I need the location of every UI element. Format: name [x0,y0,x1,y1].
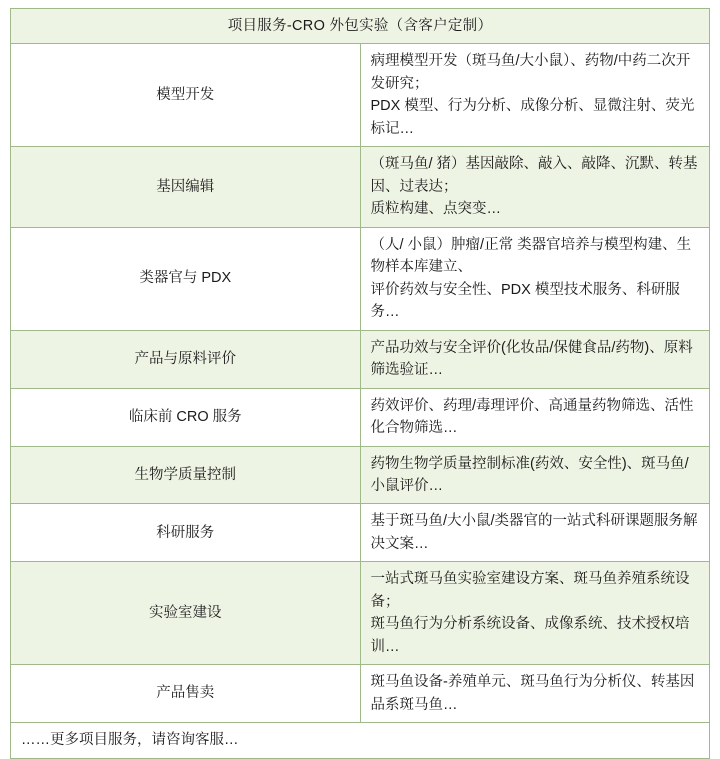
table-row [11,44,710,147]
row-category: 类器官与 PDX [11,227,361,330]
row-description [360,446,710,504]
row-description [360,388,710,446]
row-description-line: 一站式斑马鱼实验室建设方案、斑马鱼养殖系统设备； [370,571,690,610]
row-category: 临床前 CRO 服务 [11,388,361,446]
row-category: 科研服务 [11,504,361,562]
row-description-line: PDX 模型、行为分析、成像分析、显微注射、荧光标记… [370,98,695,137]
row-description-line: （人/ 小鼠）肿瘤/正常 类器官培养与模型构建、生物样本库建立、 [370,236,692,276]
row-description-line: 基于斑马鱼/大小鼠/类器官的一站式科研课题服务解决文案… [370,513,698,552]
footer-note: ……更多项目服务，请咨询客服… [11,723,710,758]
table-title-row [11,9,710,44]
row-description [360,147,710,227]
row-description-line: 病理模型开发（斑马鱼/大小鼠）、药物/中药二次开发研究； [370,53,691,92]
row-description-line: 药物生物学质量控制标准(药效、安全性)、斑马鱼/小鼠评价… [370,455,689,494]
row-category: 模型开发 [11,44,361,147]
row-category: 实验室建设 [11,562,361,665]
row-description-line: 斑马鱼设备-养殖单元、斑马鱼行为分析仪、转基因品系斑马鱼… [370,674,695,713]
row-description-line: 药效评价、药理/毒理评价、高通量药物筛选、活性化合物筛选… [370,397,694,437]
row-category: 生物学质量控制 [11,446,361,504]
row-category: 产品售卖 [11,665,361,723]
row-description-line: （斑马鱼/ 猪）基因敲除、敲入、敲降、沉默、转基因、过表达； [370,156,698,195]
service-table-body [11,9,710,759]
row-description-line: 质粒构建、点突变… [370,201,501,218]
table-row [11,504,710,562]
row-description [360,562,710,665]
row-description-line: 评价药效与安全性、PDX 模型技术服务、科研服务… [370,281,680,321]
row-category: 基因编辑 [11,147,361,227]
row-description [360,330,710,388]
table-row [11,446,710,504]
table-row [11,562,710,665]
page-title: 项目服务-CRO 外包实验（含客户定制） [11,9,710,44]
table-row [11,388,710,446]
row-description [360,665,710,723]
row-category: 产品与原料评价 [11,330,361,388]
row-description [360,227,710,330]
table-row [11,227,710,330]
service-table [10,8,710,759]
row-description-line: 斑马鱼行为分析系统设备、成像系统、技术授权培训… [370,616,690,655]
table-footer-row [11,723,710,758]
table-row [11,147,710,227]
table-row [11,665,710,723]
row-description [360,44,710,147]
table-row [11,330,710,388]
row-description-line: 产品功效与安全评价(化妆品/保健食品/药物)、原料筛选验证… [370,339,693,379]
row-description [360,504,710,562]
